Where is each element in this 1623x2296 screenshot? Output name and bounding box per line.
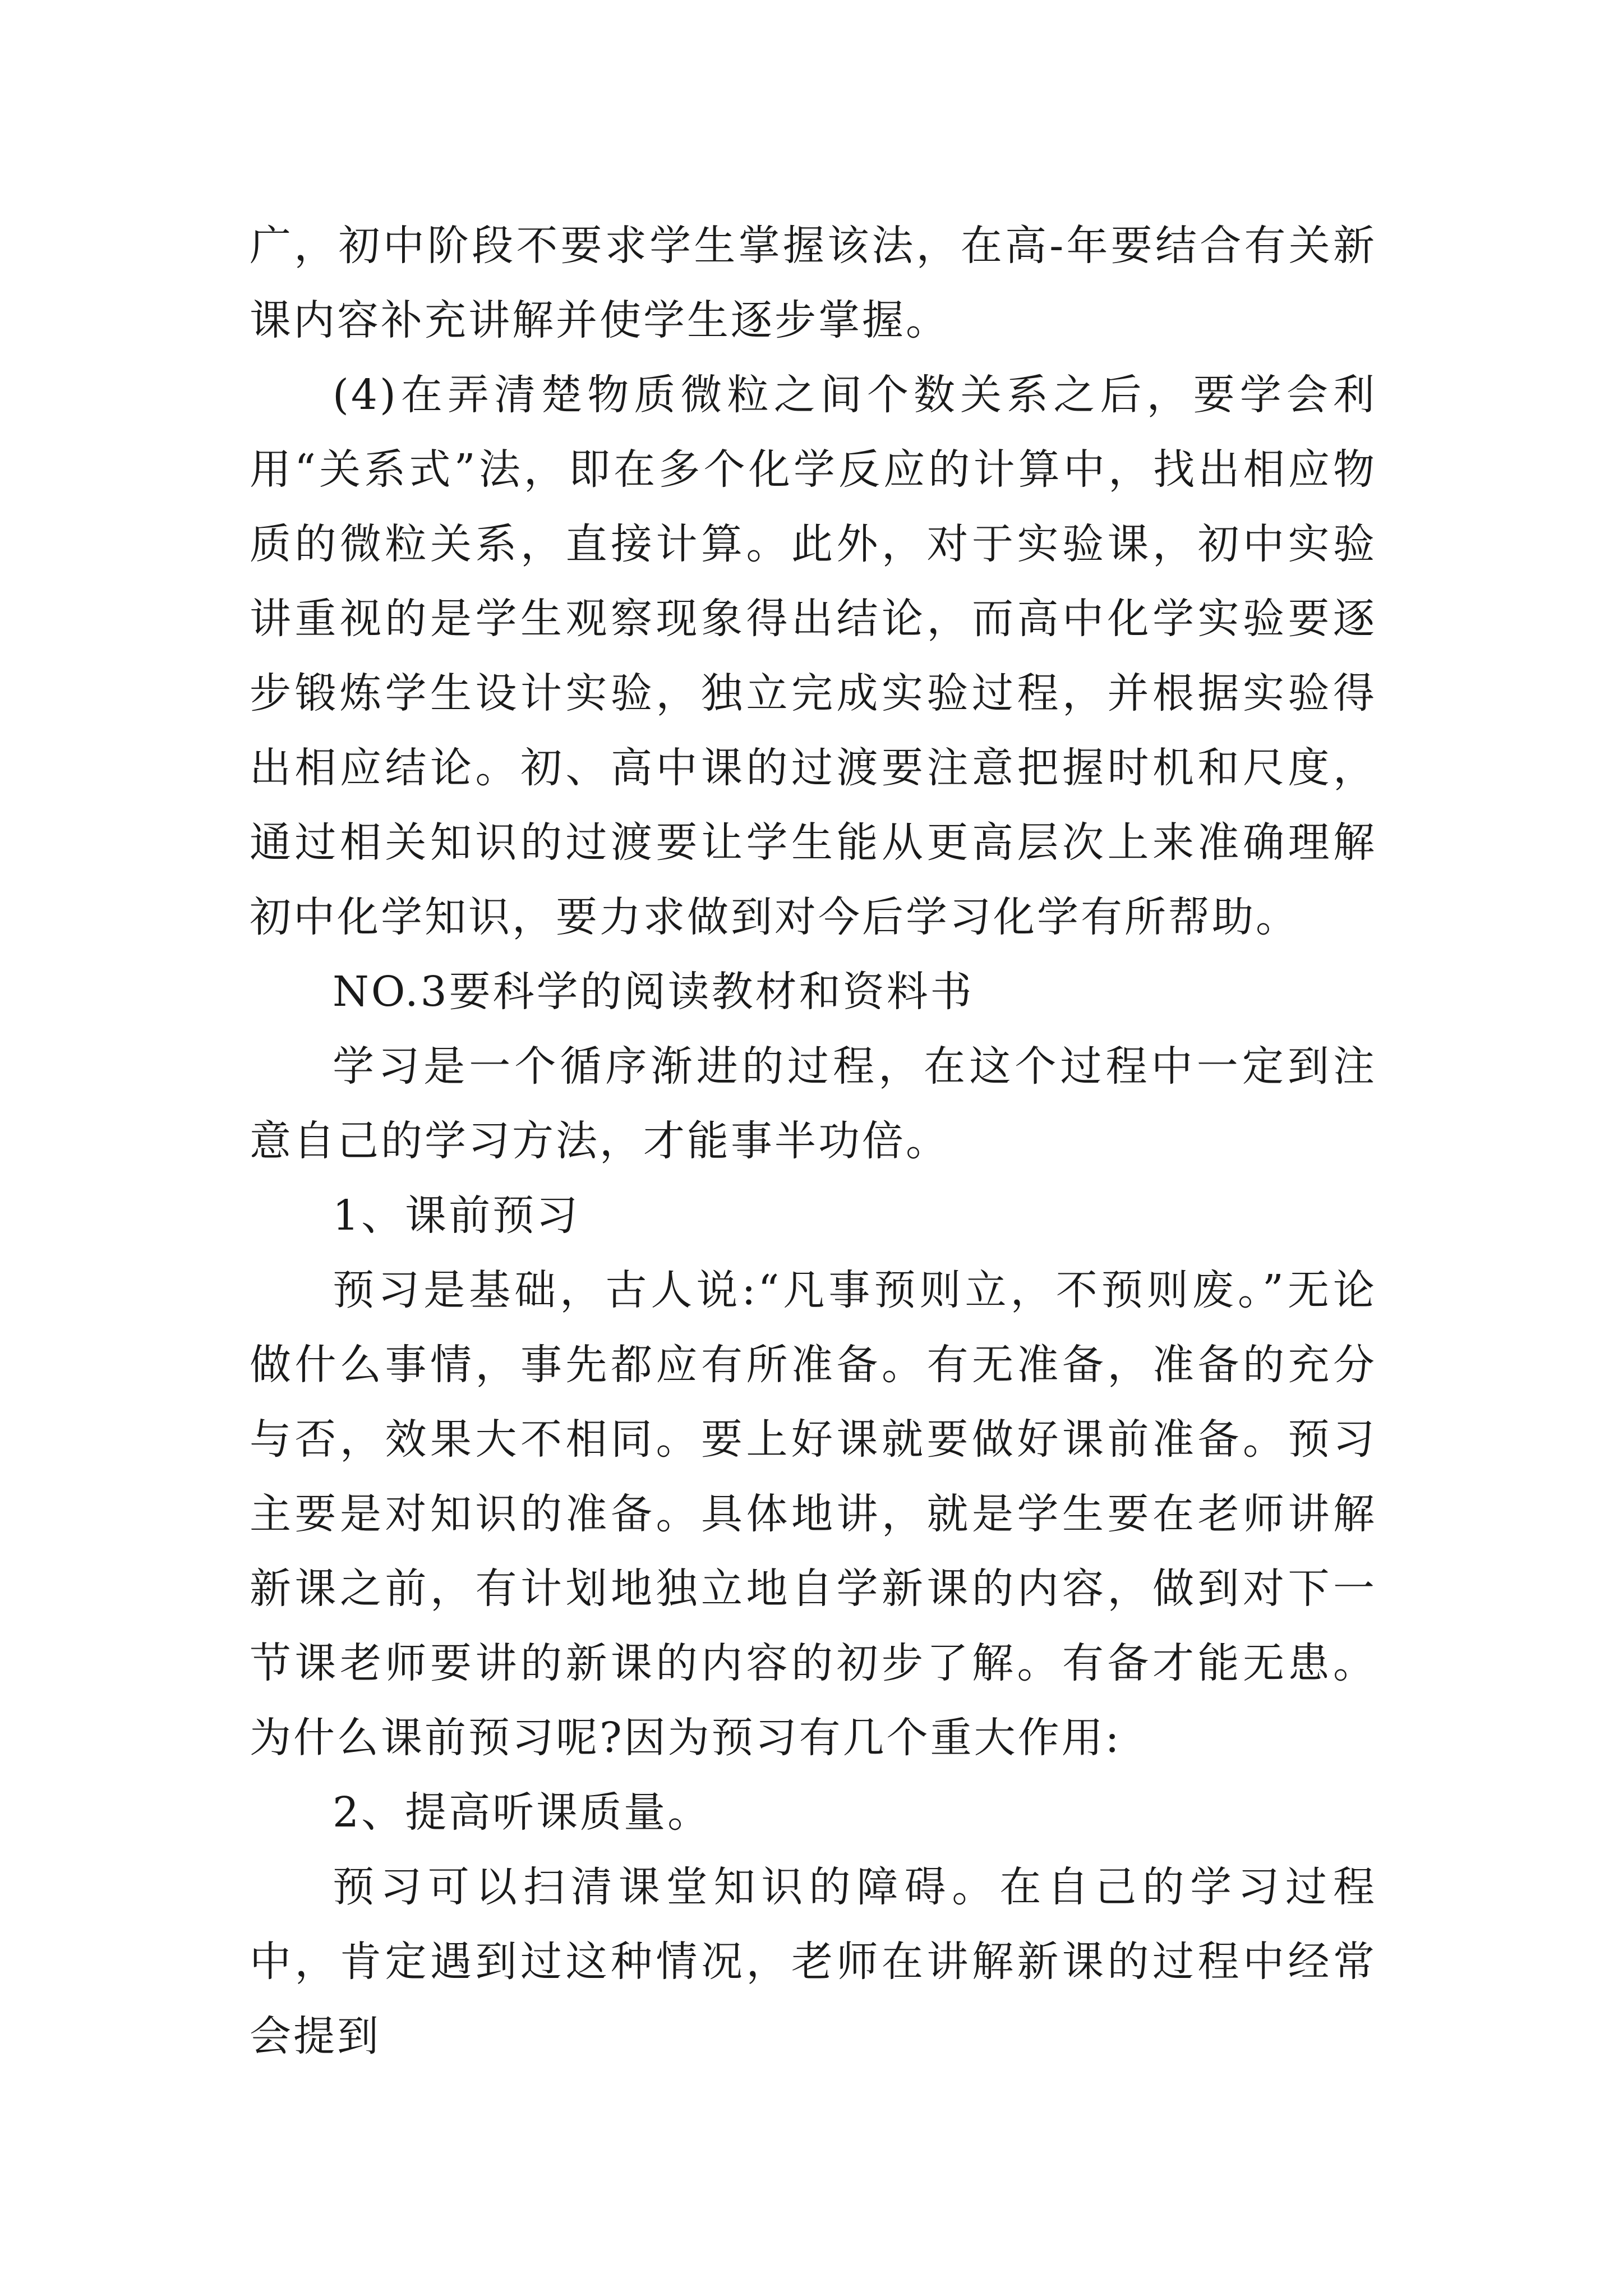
subheading-listening-quality: 2、提高听课质量。 <box>333 1788 712 1837</box>
paragraph-continuation: 广，初中阶段不要求学生掌握该法，在高-年要结合有关新课内容补充讲解并使学生逐步掌握。 <box>250 222 1377 344</box>
subheading-preview: 1、课前预习 <box>333 1191 580 1240</box>
section-heading-no3: NO.3要科学的阅读教材和资料书 <box>333 968 974 1016</box>
paragraph-learning-process: 学习是一个循序渐进的过程，在这个过程中一定到注意自己的学习方法，才能事半功倍。 <box>250 1042 1377 1165</box>
paragraph-preview: 预习是基础，古人说:“凡事预则立，不预则废。”无论做什么事情，事先都应有所准备。有无准备，准备的充分与否，效果大不相同。要上好课就要做好课前准备。预习主要是对知识的准备。具体地讲，就是学生要在老师讲解新课之前，有计划地独立地自学新课的内容，做到对下一节课老师要讲的新课的内容的初步了解。有备才能无患。为什么课前预习呢?因为预习有几个重大作用: <box>250 1266 1377 1762</box>
paragraph-obstacles: 预习可以扫清课堂知识的障碍。在自己的学习过程中，肯定遇到过这种情况，老师在讲解新课的过程中经常会提到 <box>250 1863 1377 2060</box>
body-text <box>250 209 1377 2074</box>
paragraph-relation-method: (4)在弄清楚物质微粒之间个数关系之后，要学会利用“关系式”法，即在多个化学反应的计算中，找出相应物质的微粒关系，直接计算。此外，对于实验课，初中实验讲重视的是学生观察现象得出结论，而高中化学实验要逐步锻炼学生设计实验，独立完成实验过程，并根据实验得出相应结论。初、高中课的过渡要注意把握时机和尺度，通过相关知识的过渡要让学生能从更高层次上来准确理解初中化学知识，要力求做到对今后学习化学有所帮助。 <box>250 371 1377 941</box>
